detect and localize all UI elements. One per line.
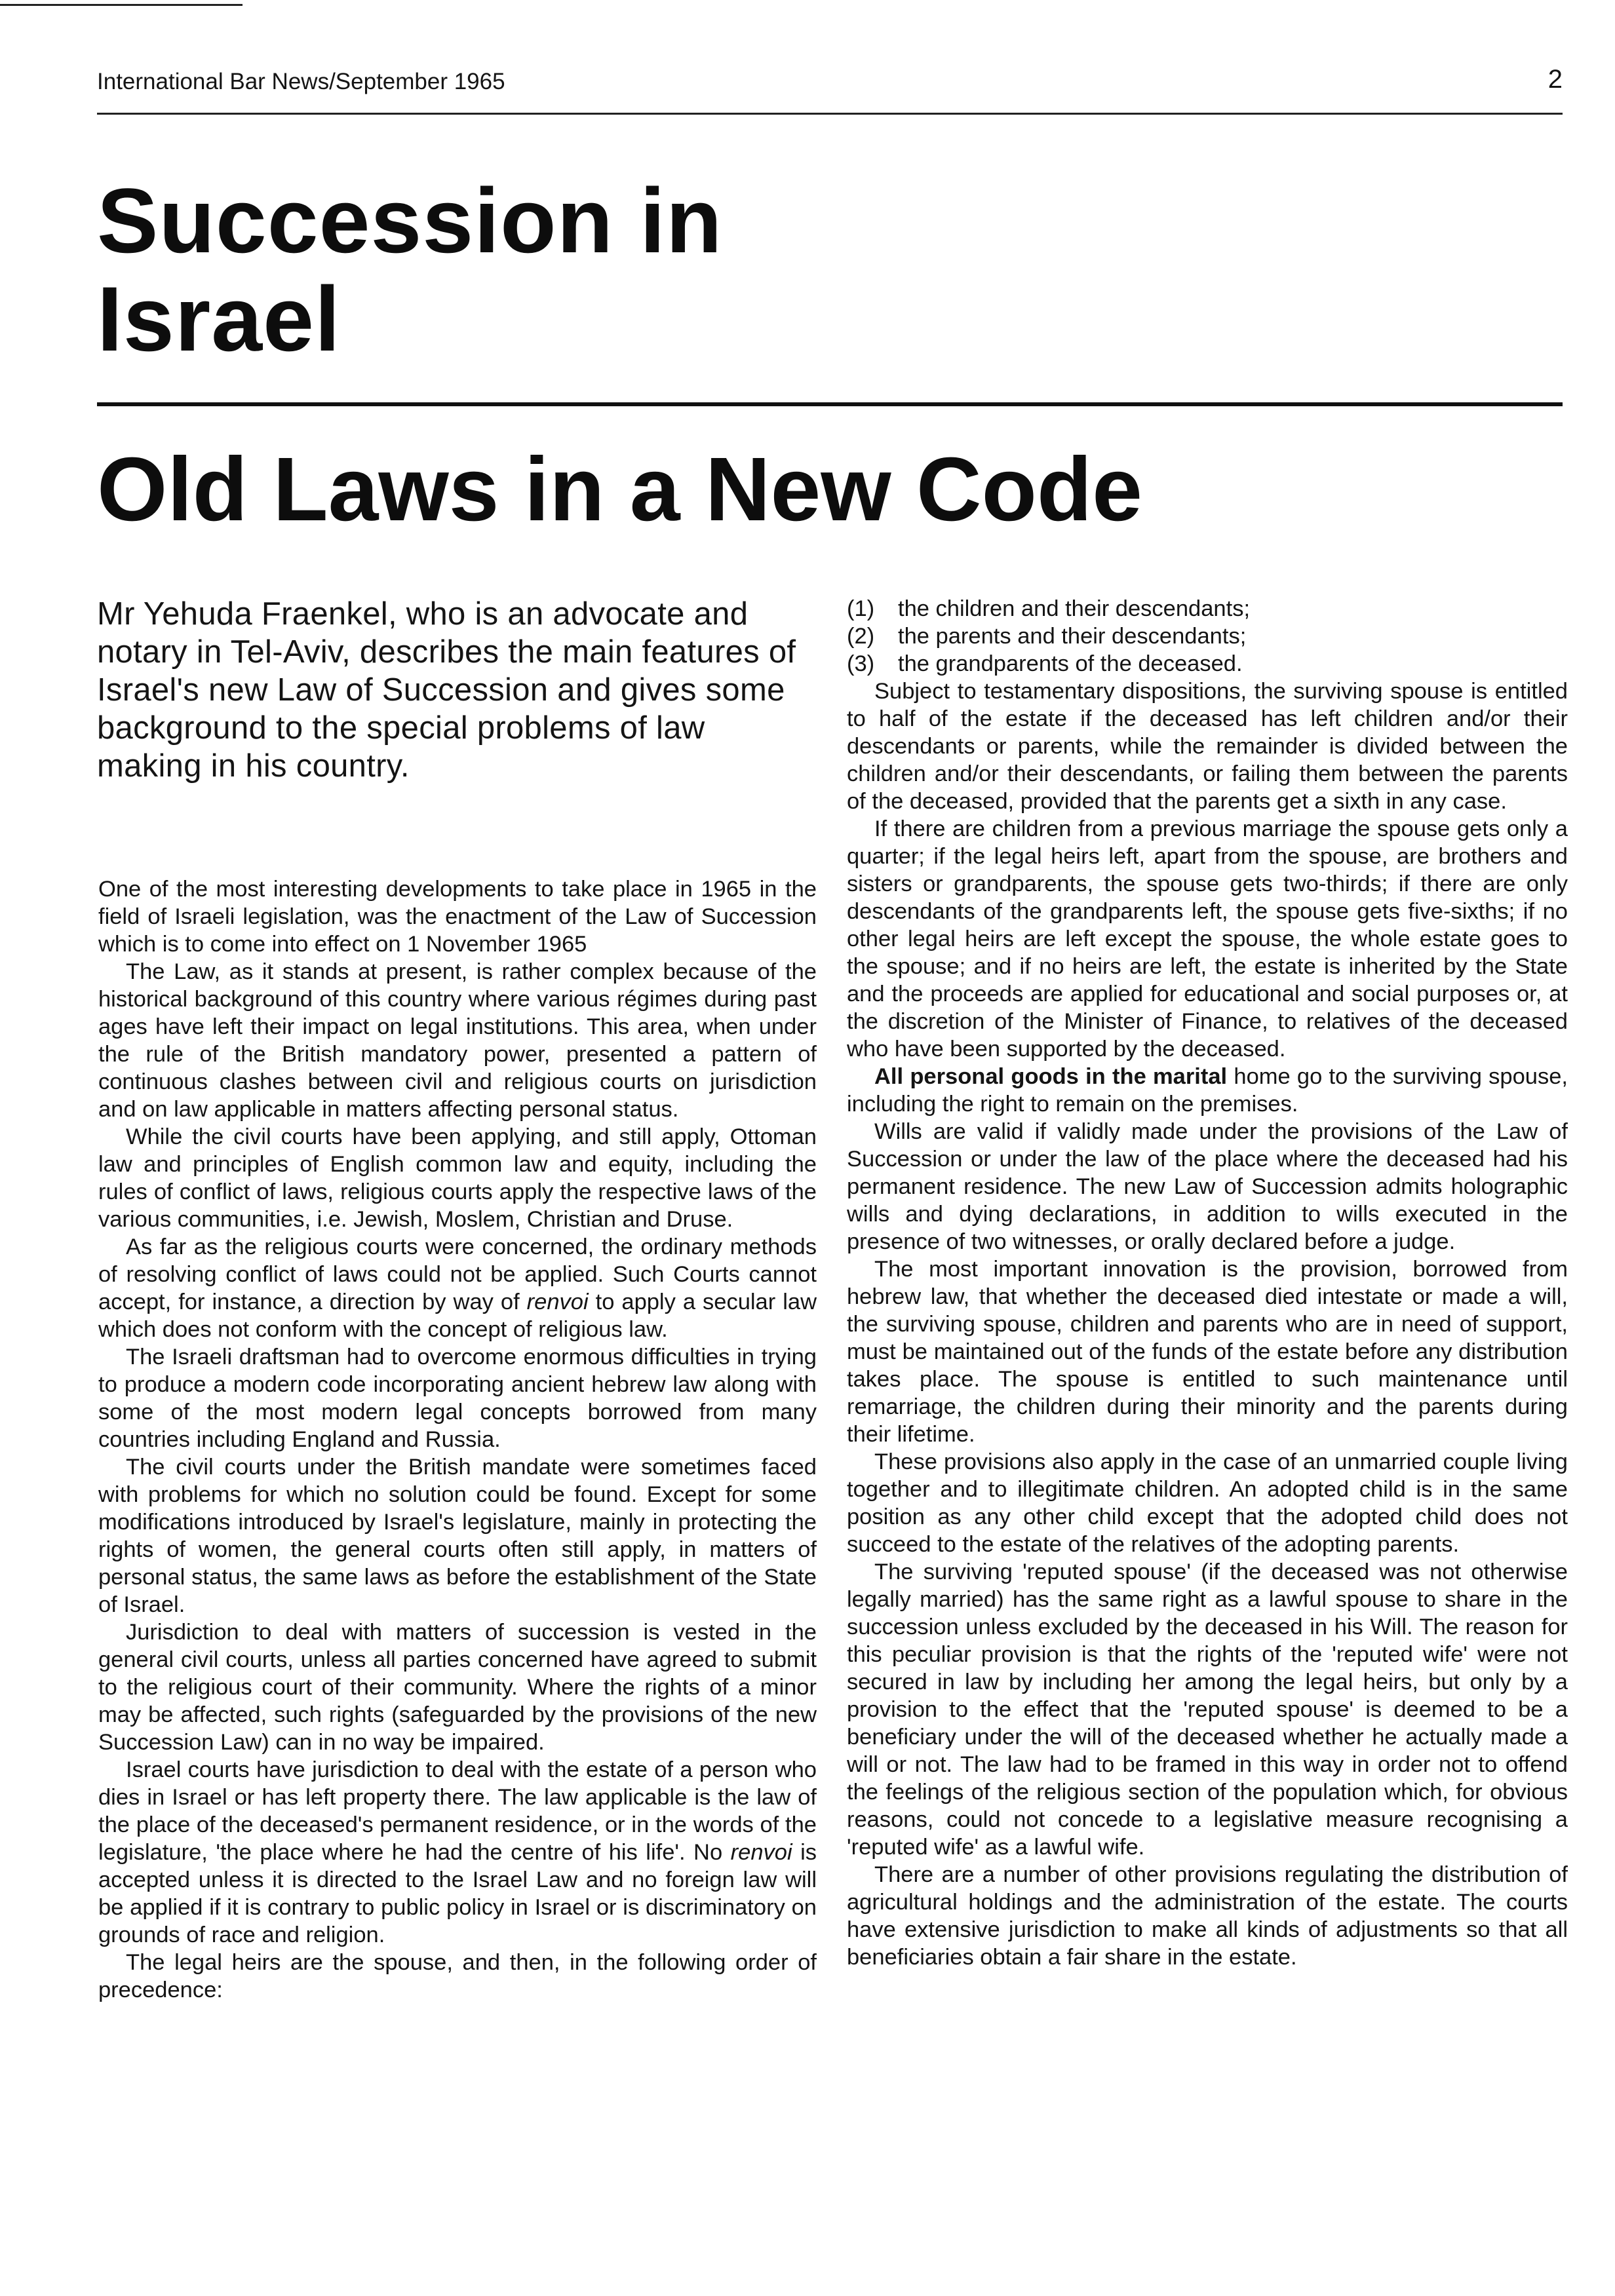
right-paragraph-5: The most important innovation is the provision, borrowed from hebrew law, that whether the deceased died intestate or made a will, the surviving spouse, children and parents who are in need of support, must be maintained out of the funds of the estate before any distribution takes place. The spouse is entitled to such maintenance until remarriage, the children during their minority and the parents during their lifetime. xyxy=(847,1257,1568,1447)
left-column xyxy=(98,875,817,2004)
left-paragraph-8-italic: renvoi xyxy=(730,1840,792,1865)
list-item-text: the grandparents of the deceased. xyxy=(898,651,1243,676)
left-paragraph-5: The Israeli draftsman had to overcome enormous difficulties in trying to produce a modern code incorporating ancient hebrew law along with some of the most modern legal concepts borrowed from many countries including England and Russia. xyxy=(98,1345,817,1452)
list-item xyxy=(847,622,1568,650)
right-paragraph-3 xyxy=(847,1063,1568,1118)
list-item-text: the parents and their descendants; xyxy=(898,624,1247,649)
list-item-text: the children and their descendants; xyxy=(898,596,1251,621)
right-column xyxy=(847,595,1568,1971)
left-paragraph-6: The civil courts under the British mandate were sometimes faced with problems for which no solution could be found. Except for some modifications introduced by Israel's legislature, mainly in protecting the rights of women, the general courts often still apply, in matters of personal status, the same laws as before the establishment of the State of Israel. xyxy=(98,1455,817,1617)
list-item xyxy=(847,595,1568,622)
list-item xyxy=(847,650,1568,678)
title-rule xyxy=(97,402,1563,406)
header-rule xyxy=(97,113,1563,115)
right-paragraph-3-text: home go to the surviving spouse, including the right to remain on the premises. xyxy=(847,1064,1568,1117)
right-paragraph-6: These provisions also apply in the case of an unmarried couple living together and to illegitimate children. An adopted child is in the same position as any other child except that the adopted child does not succeed to the estate of the relatives of the adopting parents. xyxy=(847,1449,1568,1557)
left-paragraph-4-italic: renvoi xyxy=(526,1290,589,1314)
left-paragraph-4-text-b: to apply a secular law which does not conform with the concept of religious law. xyxy=(98,1290,817,1342)
list-item-number: (1) xyxy=(847,596,875,621)
right-paragraph-8: There are a number of other provisions regulating the distribution of agricultural holdings and the administration of the estate. The courts have extensive jurisdiction to make all kinds of adjustments so that all beneficiaries obtain a fair share in the estate. xyxy=(847,1862,1568,1970)
right-paragraph-2: If there are children from a previous marriage the spouse gets only a quarter; if the legal heirs left, apart from the spouse, are brothers and sisters or grandparents, the spouse gets two-thirds; if there are only descendants of the grandparents left, the spouse gets five-sixths; if no other legal heirs are left except the spouse, the whole estate goes to the spouse; and if no heirs are left, the estate is inherited by the State and the proceeds are applied for educational and social purposes or, at the discretion of the Minister of Finance, to relatives of the deceased who have been supported by the deceased. xyxy=(847,816,1568,1062)
article-subtitle: Old Laws in a New Code xyxy=(97,439,1142,540)
left-paragraph-7: Jurisdiction to deal with matters of succession is vested in the general civil courts, unless all parties concerned have agreed to submit to the religious court of their community. Where the rights of a minor may be affected, such rights (safeguarded by the provisions of the new Succession Law) can in no way be impaired. xyxy=(98,1620,817,1755)
article-title xyxy=(97,169,1539,370)
right-paragraph-7: The surviving 'reputed spouse' (if the deceased was not otherwise legally married) has the same right as a lawful spouse to share in the succession unless excluded by the deceased in his Will. The reason for this peculiar provision is that the rights of the 'reputed wife' were not secured in law by including her among the legal heirs, but only by a provision to the effect that the 'reputed spouse' is deemed to be a beneficiary under the will of the deceased whether he actually made a will or not. The law had to be framed in this way in order not to offend the feelings of the religious section of the population which, for obvious reasons, could not concede to a legislative measure recognising a 'reputed wife' as a lawful wife. xyxy=(847,1559,1568,1860)
left-paragraph-3: While the civil courts have been applying, and still apply, Ottoman law and principles of English common law and equity, including the rules of conflict of laws, religious courts apply the respective laws of the various communities, i.e. Jewish, Moslem, Christian and Druse. xyxy=(98,1124,817,1232)
left-paragraph-8-text-a: Israel courts have jurisdiction to deal with the estate of a person who dies in Israel or has left property there. The law applicable is the law of the place of the deceased's permanent residence, or in the words of the legislature, 'the place where he had the centre of his life'. No xyxy=(98,1757,817,1865)
right-paragraph-4: Wills are valid if validly made under the provisions of the Law of Succession or under the law of the place where the deceased had his permanent residence. The new Law of Succession admits holographic wills and dying declarations, in addition to wills executed in the presence of two witnesses, or orally declared before a judge. xyxy=(847,1119,1568,1254)
list-item-number: (3) xyxy=(847,651,875,676)
left-paragraph-2: The Law, as it stands at present, is rather complex because of the historical background of this country where various régimes during past ages have left their impact on legal institutions. This area, when under the rule of the British mandatory power, presented a pattern of continuous clashes between civil and religious courts on jurisdiction and on law applicable in matters affecting personal status. xyxy=(98,959,817,1122)
left-paragraph-8-text-b: is accepted unless it is directed to the Israel Law and no foreign law will be applied if it is contrary to public policy in Israel or is discriminatory on grounds of race and religion. xyxy=(98,1840,817,1947)
left-paragraph-1: One of the most interesting developments to take place in 1965 in the field of Israeli legislation, was the enactment of the Law of Succession which is to come into effect on 1 November 1965 xyxy=(98,877,817,957)
title-line-2: Israel xyxy=(97,267,341,370)
left-paragraph-9: The legal heirs are the spouse, and then, in the following order of precedence: xyxy=(98,1950,817,2002)
page-header xyxy=(97,66,1563,105)
title-line-1: Succession in xyxy=(97,169,723,272)
publication-title: International Bar News/September 1965 xyxy=(97,69,505,94)
heirs-order-list xyxy=(847,595,1568,678)
left-paragraph-4 xyxy=(98,1233,817,1343)
left-paragraph-4-text-a: As far as the religious courts were concerned, the ordinary methods of resolving conflict of laws could not be applied. Such Courts cannot accept, for instance, a direction by way of xyxy=(98,1234,817,1314)
right-paragraph-3-bold: All personal goods in the marital xyxy=(874,1064,1228,1089)
corner-rule xyxy=(0,4,243,6)
list-item-number: (2) xyxy=(847,624,875,649)
right-paragraph-1: Subject to testamentary dispositions, the surviving spouse is entitled to half of the estate if the deceased has left children and/or their descendants or parents, while the remainder is divided between the children and/or their descendants, or failing them between the parents of the deceased, provided that the parents get a sixth in any case. xyxy=(847,679,1568,814)
intro-standfirst: Mr Yehuda Fraenkel, who is an advocate and notary in Tel-Aviv, describes the main features of Israel's new Law of Succession and gives some background to the special problems of law making in his country. xyxy=(97,596,796,784)
left-paragraph-8 xyxy=(98,1756,817,1949)
page-number: 2 xyxy=(1547,65,1563,94)
